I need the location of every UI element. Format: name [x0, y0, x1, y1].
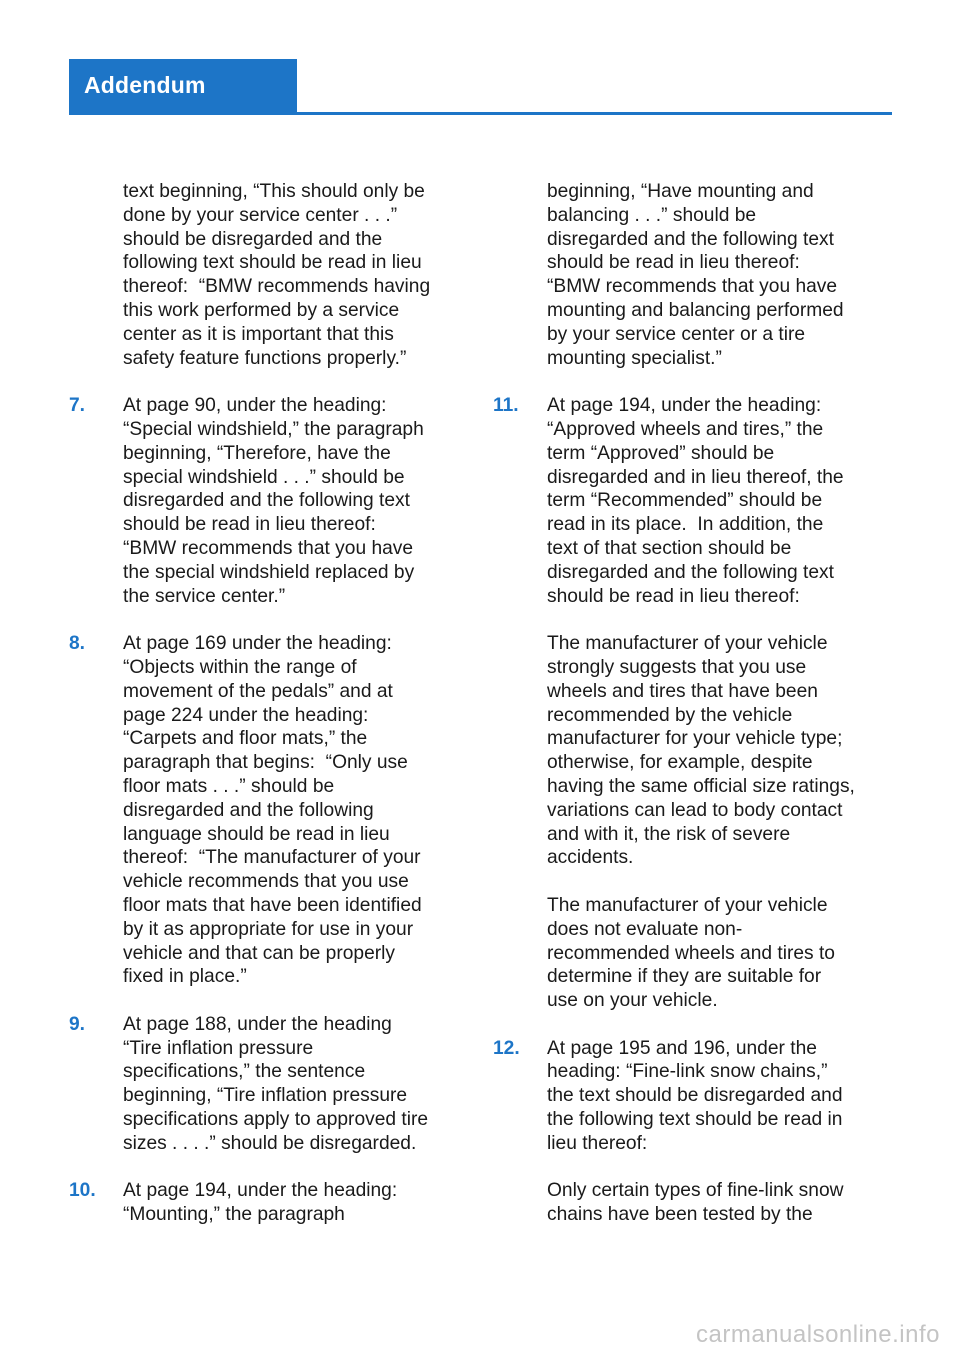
item-number: 8. [69, 633, 86, 655]
list-item-11 [493, 394, 887, 1013]
item-text: At page 169 under the heading: “Objects within the range of movement of the pedals” and at page 224 under the heading: “Carpets and floor mats,” the paragraph that begins: “Only use floor mats . . .” should be disregarded and the following language should be read in lieu thereof: “The manufacturer of your vehicle recommends that you use floor mats that have been identified by it as appropriate for use in your vehicle and that can be properly fixed in place.” [123, 633, 422, 988]
watermark-text: carmanualsonline.info [696, 1321, 940, 1348]
item-text: At page 188, under the heading “Tire inflation pressure specifications,” the sentence beginning, “Tire inflation pressure specifications apply to approved tire sizes . . . .” should be disregarded. [123, 1013, 429, 1154]
list-item-12 [493, 1037, 887, 1227]
item-number: 12. [493, 1037, 520, 1059]
list-item-8 [69, 632, 463, 989]
item-subparagraph: The manufacturer of your vehicle strongly suggests that you use wheels and tires that have been recommended by the vehicle manufacturer for your vehicle type; otherwise, for example, despite having the same official size ratings, variations can lead to body contact and with it, the risk of severe accidents. [547, 633, 855, 869]
item-text: At page 195 and 196, under the heading: “Fine-link snow chains,” the text should be disregarded and the following text should be read in lieu thereof: [547, 1037, 843, 1154]
section-title: Addendum [84, 72, 206, 98]
item-text: At page 194, under the heading: “Approved wheels and tires,” the term “Approved” should be disregarded and in lieu thereof, the term “Recommended” should be read in its place. In addition, the text of that section should be disregarded and the following text should be read in lieu thereof: [547, 395, 844, 607]
item-number: 10. [69, 1180, 96, 1202]
paragraph-text: text beginning, “This should only be done by your service center . . .” should be disregarded and the following text should be read in lieu thereof: “BMW recommends having this work performed by a service center as it is important that this safety feature functions properly.” [123, 181, 431, 369]
paragraph-text: beginning, “Have mounting and balancing . . .” should be disregarded and the following text should be read in lieu thereof: “BMW recommends that you have mounting and balancing performed by your service center or a tire mounting specialist.” [547, 181, 844, 369]
list-item-9 [69, 1013, 463, 1156]
item-subparagraph: Only certain types of fine-link snow chains have been tested by the [547, 1180, 844, 1226]
list-item-7 [69, 394, 463, 608]
list-item-10 [69, 1179, 463, 1227]
left-column [69, 180, 463, 1251]
continued-paragraph [123, 180, 463, 370]
item-number: 7. [69, 395, 86, 417]
continued-paragraph [547, 180, 887, 370]
item-text: At page 194, under the heading: “Mounting,” the paragraph [123, 1180, 398, 1226]
header-rule [69, 112, 892, 115]
item-number: 11. [493, 395, 519, 417]
item-text: At page 90, under the heading: “Special windshield,” the paragraph beginning, “Therefore, have the special windshield . . .” should be disregarded and the following text should be read in lieu thereof: “BMW recommends that you have the special windshield replaced by the service center.” [123, 395, 424, 607]
right-column [493, 180, 887, 1251]
item-number: 9. [69, 1013, 86, 1035]
item-subparagraph: The manufacturer of your vehicle does not evaluate non- recommended wheels and tires to determine if they are suitable for use on your vehicle. [547, 894, 835, 1012]
